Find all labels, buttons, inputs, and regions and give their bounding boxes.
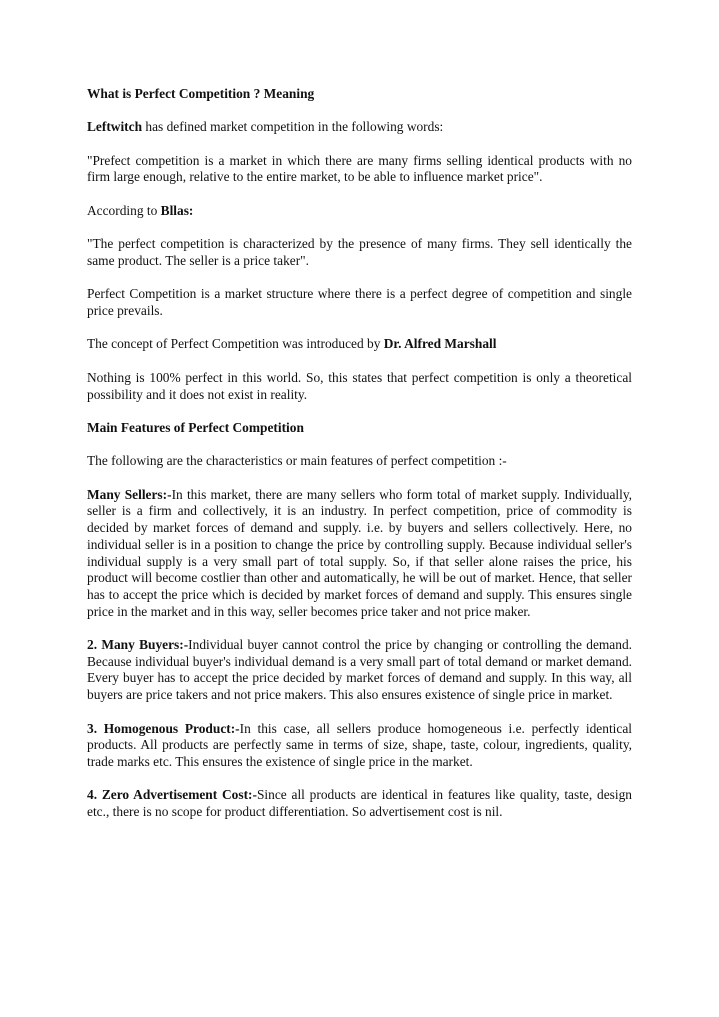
feature-many-buyers [87,637,632,704]
feature-zero-advertisement-cost [87,787,632,820]
document-title: What is Perfect Competition ? Meaning [87,86,315,101]
bllas-intro [87,203,632,220]
nothing-perfect-paragraph: Nothing is 100% perfect in this world. So, this states that perfect competition is only a theoretical possibility and it does not exist in reality. [87,369,632,402]
leftwitch-quote: "Prefect competition is a market in which there are many firms selling identical products with no firm large enough, relative to the entire market, to be able to influence market price". [87,152,632,185]
feature-label: Many Sellers:- [87,486,172,502]
bllas-intro-text: According to [87,202,161,218]
feature-label: 2. Many Buyers:- [87,637,189,653]
definition-paragraph: Perfect Competition is a market structure where there is a perfect degree of competition and single price prevails. [87,286,632,319]
feature-text: In this case, all sellers produce homogeneous i.e. perfectly identical products. All products are perfectly same in terms of size, shape, taste, colour, ingredients, quality, trade marks etc. This ensures the existence of single price in the market. [87,720,632,769]
feature-label: 3. Homogenous Product:- [87,720,240,736]
leftwitch-intro [87,119,632,136]
feature-label: 4. Zero Advertisement Cost:- [87,787,257,803]
concept-paragraph [87,336,632,353]
concept-name: Dr. Alfred Marshall [383,336,497,352]
leftwitch-name: Leftwitch [87,119,143,135]
bllas-name: Bllas: [160,202,194,218]
feature-text: Individual buyer cannot control the price by changing or controlling the demand. Because individual buyer's individual demand is a very small part of total demand or market demand. Every buyer has to accept the price decided by market forces of demand and supply. In this way, all buyers are price takers and not price makers. This also ensures existence of single price in market. [87,637,632,703]
feature-homogenous-product [87,721,632,771]
leftwitch-intro-text: has defined market competition in the following words: [142,119,444,135]
bllas-quote: "The perfect competition is characterized by the presence of many firms. They sell identically the same product. The seller is a price taker". [87,236,632,268]
concept-text: The concept of Perfect Competition was introduced by [87,336,384,352]
feature-many-sellers [87,487,632,621]
feature-text: In this market, there are many sellers who form total of market supply. Individually, seller is a firm and collectively, it is an industry. In perfect competition, price of commodity is decided by market forces of demand and supply. i.e. by buyers and sellers collectively. Here, no individual seller is in a position to change the price by controlling supply. Because individual seller's individual supply is a very small part of total supply. So, if that seller alone raises the price, his product will become costlier than other and automatically, he will be out of market. Hence, that seller has to accept the price which is decided by market forces of demand and supply. This ensures single price in the market and in this way, seller becomes price taker and not price maker. [87,486,632,619]
features-intro: The following are the characteristics or main features of perfect competition :- [87,453,507,469]
features-heading: Main Features of Perfect Competition [87,419,304,435]
feature-text: Since all products are identical in features like quality, taste, design etc., there is no scope for product differentiation. So advertisement cost is nil. [87,787,632,820]
